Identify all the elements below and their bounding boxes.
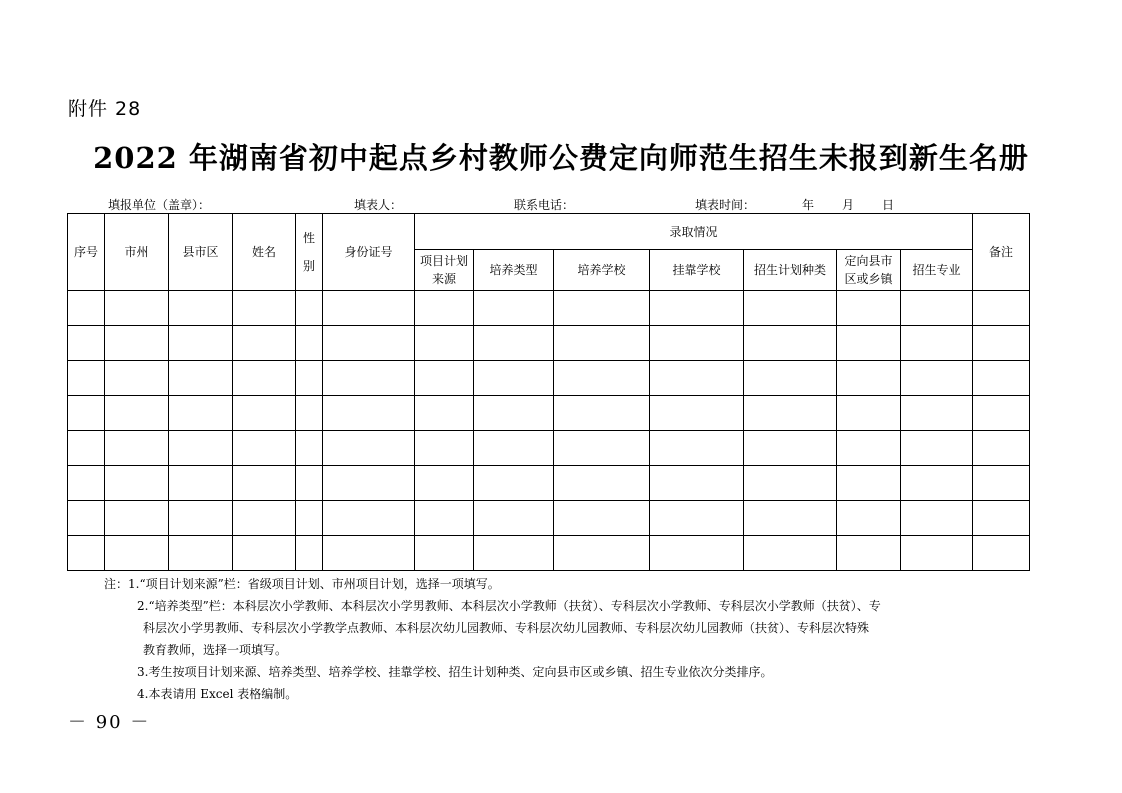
table-cell <box>68 326 105 361</box>
table-cell <box>323 466 415 501</box>
table-cell <box>837 466 901 501</box>
table-cell <box>554 326 650 361</box>
page-title: 2022 年湖南省初中起点乡村教师公费定向师范生招生未报到新生名册 <box>93 141 1029 175</box>
table-cell <box>296 536 323 571</box>
table-cell <box>233 396 296 431</box>
header-project-source-line2: 来源 <box>431 272 456 286</box>
table-cell <box>105 326 169 361</box>
table-cell <box>323 326 415 361</box>
table-cell <box>169 431 233 466</box>
table-cell <box>415 536 474 571</box>
table-cell <box>973 431 1030 466</box>
table-cell <box>68 431 105 466</box>
table-cell <box>68 291 105 326</box>
fill-time-label: 填表时间： <box>695 198 756 212</box>
table-cell <box>105 501 169 536</box>
table-cell <box>415 501 474 536</box>
table-cell <box>415 431 474 466</box>
table-cell <box>68 361 105 396</box>
table-cell <box>474 431 554 466</box>
table-cell <box>323 396 415 431</box>
header-affiliated-school: 挂靠学校 <box>650 250 744 291</box>
table-cell <box>415 361 474 396</box>
table-cell <box>554 536 650 571</box>
table-cell <box>415 466 474 501</box>
table-cell <box>169 466 233 501</box>
table-cell <box>901 396 973 431</box>
header-remarks: 备注 <box>973 214 1030 291</box>
table-cell <box>296 466 323 501</box>
table-cell <box>296 326 323 361</box>
table-cell <box>296 291 323 326</box>
header-county: 县市区 <box>169 214 233 291</box>
table-cell <box>650 431 744 466</box>
table-cell <box>554 431 650 466</box>
table-cell <box>233 501 296 536</box>
table-cell <box>296 396 323 431</box>
table-row <box>68 326 1030 361</box>
table-cell <box>650 536 744 571</box>
fill-year-label: 年 <box>802 198 815 212</box>
note-2-line-2: 科层次小学男教师、专科层次小学教学点教师、本科层次幼儿园教师、专科层次幼儿园教师、专科层次幼儿园教师（扶贫）、专科层次特殊 <box>143 621 870 635</box>
table-cell <box>973 396 1030 431</box>
table-cell <box>837 291 901 326</box>
table-cell <box>68 396 105 431</box>
table-cell <box>837 326 901 361</box>
header-target-area <box>837 250 901 291</box>
table-cell <box>233 291 296 326</box>
table-cell <box>901 291 973 326</box>
table-cell <box>973 536 1030 571</box>
fill-day-label: 日 <box>882 198 895 212</box>
table-cell <box>650 396 744 431</box>
table-cell <box>744 431 837 466</box>
table-cell <box>744 466 837 501</box>
header-project-source-line1: 项目计划 <box>419 254 468 268</box>
table-cell <box>415 291 474 326</box>
table-cell <box>837 396 901 431</box>
table-cell <box>973 501 1030 536</box>
table-cell <box>105 361 169 396</box>
fill-filler-label: 填表人： <box>354 198 403 212</box>
header-gender-line2: 别 <box>302 259 315 273</box>
table-cell <box>650 291 744 326</box>
table-cell <box>169 326 233 361</box>
table-row <box>68 466 1030 501</box>
table-cell <box>68 466 105 501</box>
table-cell <box>901 536 973 571</box>
header-id-number: 身份证号 <box>323 214 415 291</box>
table-cell <box>169 536 233 571</box>
table-cell <box>474 291 554 326</box>
table-cell <box>650 361 744 396</box>
table-cell <box>973 291 1030 326</box>
table-cell <box>837 431 901 466</box>
table-cell <box>744 501 837 536</box>
table-cell <box>233 466 296 501</box>
table-cell <box>650 326 744 361</box>
header-target-area-line2: 区或乡镇 <box>844 272 893 286</box>
header-admission-group: 录取情况 <box>415 214 973 250</box>
header-major: 招生专业 <box>901 250 973 291</box>
note-2-line-3: 教育教师，选择一项填写。 <box>143 643 288 657</box>
table-cell <box>554 361 650 396</box>
roster-table <box>67 213 1030 571</box>
fill-unit-label: 填报单位（盖章）： <box>108 198 211 212</box>
table-cell <box>837 361 901 396</box>
table-cell <box>837 536 901 571</box>
attachment-label: 附件 28 <box>68 98 142 120</box>
table-cell <box>837 501 901 536</box>
header-gender <box>296 214 323 291</box>
fill-info-row <box>0 196 1122 214</box>
header-name: 姓名 <box>233 214 296 291</box>
table-cell <box>474 501 554 536</box>
table-cell <box>901 501 973 536</box>
table-cell <box>474 396 554 431</box>
table-cell <box>233 431 296 466</box>
table-cell <box>474 536 554 571</box>
table-row <box>68 361 1030 396</box>
table-cell <box>233 326 296 361</box>
table-cell <box>554 466 650 501</box>
table-cell <box>973 466 1030 501</box>
table-cell <box>744 536 837 571</box>
table-cell <box>105 536 169 571</box>
table-cell <box>744 326 837 361</box>
note-1: 注：1.“项目计划来源”栏：省级项目计划、市州项目计划，选择一项填写。 <box>104 577 500 591</box>
table-cell <box>169 291 233 326</box>
table-cell <box>105 466 169 501</box>
note-2-line-1: 2.“培养类型”栏：本科层次小学教师、本科层次小学男教师、本科层次小学教师（扶贫）、专科层次小学教师、专科层次小学教师（扶贫）、专 <box>137 599 881 613</box>
header-plan-category: 招生计划种类 <box>744 250 837 291</box>
table-cell <box>169 361 233 396</box>
table-cell <box>650 501 744 536</box>
fill-phone-label: 联系电话： <box>514 198 575 212</box>
note-3: 3.考生按项目计划来源、培养类型、培养学校、挂靠学校、招生计划种类、定向县市区或乡镇、招生专业依次分类排序。 <box>137 665 773 679</box>
table-cell <box>554 396 650 431</box>
table-cell <box>323 536 415 571</box>
table-cell <box>323 501 415 536</box>
table-cell <box>474 326 554 361</box>
table-cell <box>650 466 744 501</box>
table-cell <box>105 291 169 326</box>
table-cell <box>901 431 973 466</box>
table-cell <box>296 431 323 466</box>
table-cell <box>973 326 1030 361</box>
table-cell <box>323 431 415 466</box>
header-city: 市州 <box>105 214 169 291</box>
table-cell <box>323 291 415 326</box>
table-cell <box>901 466 973 501</box>
header-gender-line1: 性 <box>302 231 315 245</box>
table-row <box>68 291 1030 326</box>
header-seq: 序号 <box>68 214 105 291</box>
table-cell <box>68 501 105 536</box>
table-cell <box>233 536 296 571</box>
table-cell <box>68 536 105 571</box>
table-cell <box>744 396 837 431</box>
note-4: 4.本表请用 Excel 表格编制。 <box>137 687 298 701</box>
page-number: － 90 － <box>68 712 151 733</box>
table-cell <box>296 361 323 396</box>
table-cell <box>901 361 973 396</box>
table-cell <box>554 291 650 326</box>
table-cell <box>169 396 233 431</box>
table-cell <box>105 396 169 431</box>
fill-month-label: 月 <box>842 198 855 212</box>
table-cell <box>169 501 233 536</box>
header-training-school: 培养学校 <box>554 250 650 291</box>
header-project-source <box>415 250 474 291</box>
table-cell <box>474 361 554 396</box>
table-cell <box>323 361 415 396</box>
table-row <box>68 536 1030 571</box>
table-row <box>68 396 1030 431</box>
header-target-area-line1: 定向县市 <box>844 254 893 268</box>
table-cell <box>105 431 169 466</box>
table-cell <box>901 326 973 361</box>
table-cell <box>415 326 474 361</box>
table-row <box>68 431 1030 466</box>
table-cell <box>554 501 650 536</box>
table-cell <box>474 466 554 501</box>
table-cell <box>744 291 837 326</box>
table-cell <box>233 361 296 396</box>
table-row <box>68 501 1030 536</box>
table-cell <box>296 501 323 536</box>
roster-body <box>68 291 1030 571</box>
header-training-type: 培养类型 <box>474 250 554 291</box>
notes-section <box>104 573 1024 705</box>
table-cell <box>415 396 474 431</box>
table-cell <box>744 361 837 396</box>
table-cell <box>973 361 1030 396</box>
